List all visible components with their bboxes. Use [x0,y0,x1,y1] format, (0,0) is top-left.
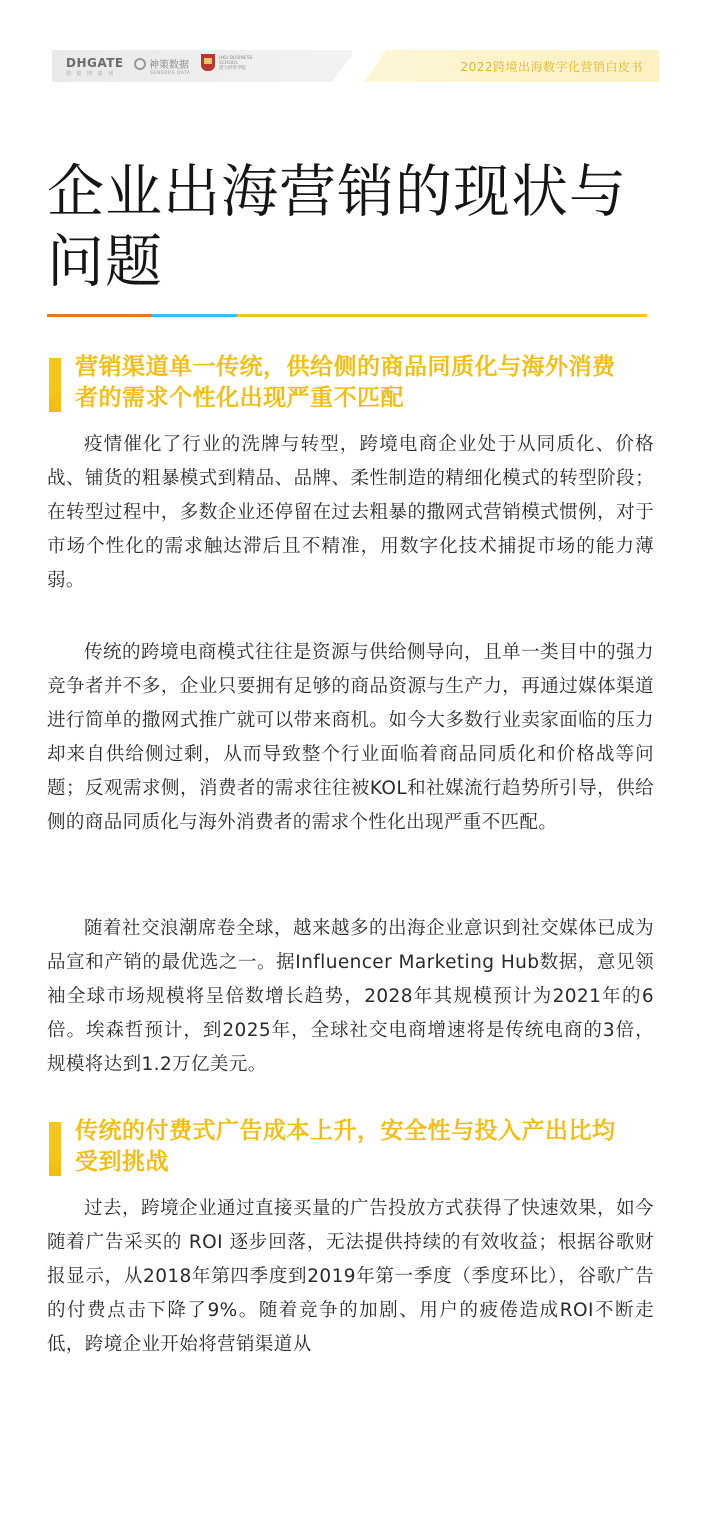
paragraph: 随着社交浪潮席卷全球，越来越多的出海企业意识到社交媒体已成为品宣和产销的最优选之一。据Influencer Marketing Hub数据，意见领袖全球市场规模将呈倍数增长趋势，2028年其规模预计为2021年的6倍。埃森哲预计，到2025年，全球社交电商增速将是传统电商的3倍，规模将达到1.2万亿美元。 [47,918,654,1075]
sensors-data-logo [134,56,189,71]
section-marker-bar [49,358,61,412]
sensors-data-logo-subtitle: SENSORS DATA [150,71,191,76]
page-title: 企业出海营销的现状与问题 [47,159,627,295]
hku-logo-name: HKU BUSINESS SCHOOL [219,56,253,66]
sensors-data-logo-text: 神策数据 [149,60,189,71]
title-underline [47,314,647,317]
document-series-title: 2022跨境出海数字化营销白皮书 [460,60,643,74]
paragraph: 过去，跨境企业通过直接买量的广告投放方式获得了快速效果，如今随着广告采买的 ROI 逐步回落，无法提供持续的有效收益；根据谷歌财报显示，从2018年第四季度到2019年第一季度（季度环比），谷歌广告的付费点击下降了9%。随着竞争的加剧、用户的疲倦造成ROI不断走低，跨境企业开始将营销渠道从 [47,1198,654,1355]
hku-logo-text [219,56,259,71]
hku-crest-icon [201,54,215,71]
paragraph: 传统的跨境电商模式往往是资源与供给侧导向，且单一类目中的强力竞争者并不多，企业只要拥有足够的商品资源与生产力，再通过媒体渠道进行简单的撒网式推广就可以带来商机。如今大多数行业卖家面临的压力却来自供给侧过剩，从而导致整个行业面临着商品同质化和价格战等问题；反观需求侧，消费者的需求往往被KOL和社媒流行趋势所引导，供给侧的商品同质化与海外消费者的需求个性化出现严重不匹配。 [47,642,654,833]
section-marker-bar [49,1122,61,1176]
sensors-data-icon [134,58,146,70]
section-heading-text: 营销渠道单一传统，供给侧的商品同质化与海外消费者的需求个性化出现严重不匹配 [75,354,616,411]
section-heading-text: 传统的付费式广告成本上升，安全性与投入产出比均受到挑战 [75,1118,616,1175]
paragraph: 疫情催化了行业的洗牌与转型，跨境电商企业处于从同质化、价格战、铺货的粗暴模式到精品、品牌、柔性制造的精细化模式的转型阶段；在转型过程中，多数企业还停留在过去粗暴的撒网式营销模式惯例，对于市场个性化的需求触达滞后且不精准，用数字化技术捕捉市场的能力薄弱。 [47,434,654,591]
page-header [52,50,659,82]
dhgate-logo-subtitle: 敦 煌 网 集 团 [66,71,116,77]
dhgate-logo: DHGATE [66,56,124,70]
hku-logo-chinese: 港大经管学院 [219,66,246,71]
